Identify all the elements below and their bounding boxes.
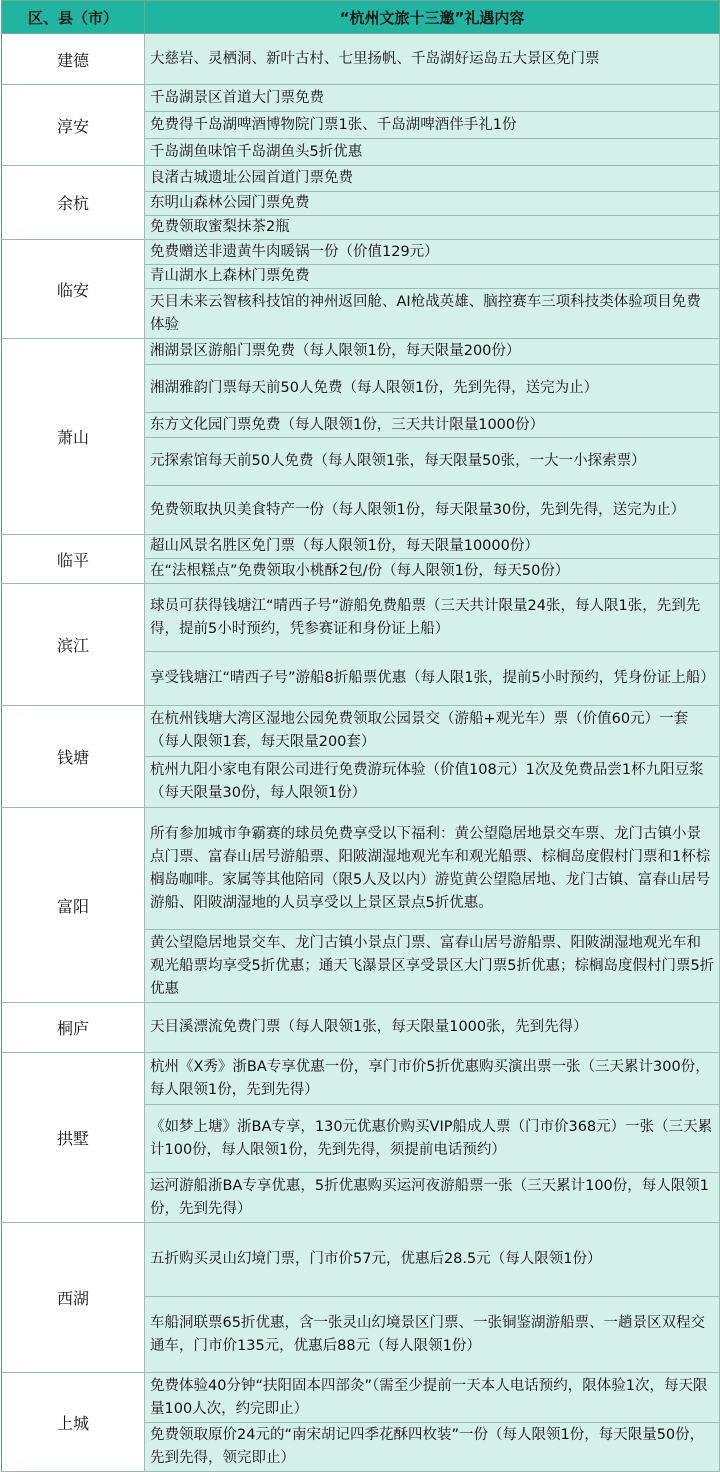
table-row	[2, 1053, 720, 1105]
district-cell: 拱墅	[2, 1053, 145, 1223]
district-cell: 西湖	[2, 1223, 145, 1373]
offer-cell: 免费体验40分钟“扶阳固本四部灸”（需至少提前一天本人电话预约，限体验1次，每天限量100人次，约完即止）	[145, 1373, 720, 1423]
table-row	[2, 584, 720, 652]
district-cell: 临平	[2, 535, 145, 584]
offer-cell: 五折购买灵山幻境门票，门市价57元，优惠后28.5元（每人限领1份）	[145, 1223, 720, 1297]
header-row	[2, 1, 720, 34]
offer-cell: 《如梦上塘》浙BA专享，130元优惠价购买VIP船成人票（门市价368元）一张（三天累计100份，每人限领1份，先到先得，须提前电话预约）	[145, 1105, 720, 1173]
offer-cell: 在杭州钱塘大湾区湿地公园免费领取公园景交（游船+观光车）票（价值60元）一套（每人限领1套，每天限量200套）	[145, 706, 720, 757]
offer-cell: 免费赠送非遗黄牛肉暖锅一份（价值129元）	[145, 240, 720, 265]
offer-cell: 天目溪漂流免费门票（每人限领1张，每天限量1000张，先到先得）	[145, 1003, 720, 1053]
offer-cell: 东方文化园门票免费（每人限领1份，三天共计限量1000份）	[145, 413, 720, 438]
table-row	[2, 339, 720, 365]
offer-cell: 千岛湖景区首道大门票免费	[145, 85, 720, 112]
district-cell: 富阳	[2, 808, 145, 1003]
offer-cell: 杭州九阳小家电有限公司进行免费游玩体验（价值108元）1次及免费品尝1杯九阳豆浆（每天限量30份，每人限领1份）	[145, 757, 720, 808]
district-cell: 临安	[2, 240, 145, 339]
offer-cell: 超山风景名胜区免门票（每人限领1份，每天限量10000份）	[145, 535, 720, 559]
offer-cell: 元探索馆每天前50人免费（每人限领1张，每天限量50张，一大一小探索票）	[145, 438, 720, 486]
offer-cell: 免费得千岛湖啤酒博物院门票1张、千岛湖啤酒伴手礼1份	[145, 112, 720, 139]
table-row	[2, 535, 720, 559]
district-cell: 余杭	[2, 166, 145, 240]
district-cell: 淳安	[2, 85, 145, 166]
district-cell: 建德	[2, 34, 145, 85]
district-cell: 桐庐	[2, 1003, 145, 1053]
district-cell: 萧山	[2, 339, 145, 535]
header-district: 区、县（市）	[2, 1, 145, 34]
offer-cell: 黄公望隐居地景交车、龙门古镇小景点门票、富春山居号游船票、阳陂湖湿地观光车和观光船票均享受5折优惠；通天飞瀑景区享受景区大门票5折优惠；棕榈岛度假村门票5折优惠	[145, 930, 720, 1003]
table-row	[2, 166, 720, 192]
offer-cell: 免费领取蜜梨抹茶2瓶	[145, 216, 720, 240]
district-cell: 钱塘	[2, 706, 145, 808]
offer-cell: 运河游船浙BA专享优惠，5折优惠购买运河夜游船票一张（三天累计100份，每人限领1份，先到先得）	[145, 1173, 720, 1223]
table-row	[2, 1003, 720, 1053]
table-row	[2, 240, 720, 265]
header-offer: “杭州文旅十三邀”礼遇内容	[145, 1, 720, 34]
district-cell: 滨江	[2, 584, 145, 706]
offer-cell: 东明山森林公园门票免费	[145, 192, 720, 216]
offer-cell: 良渚古城遗址公园首道门票免费	[145, 166, 720, 192]
offer-cell: 湘湖景区游船门票免费（每人限领1份，每天限量200份）	[145, 339, 720, 365]
table-row	[2, 706, 720, 757]
offer-cell: 车船洞联票65折优惠，含一张灵山幻境景区门票、一张铜鉴湖游船票、一趟景区双程交通车，门市价135元，优惠后88元（每人限领1份）	[145, 1297, 720, 1373]
offer-cell: 享受钱塘江“晴西子号”游船8折船票优惠（每人限1张，提前5小时预约，凭身份证上船）	[145, 652, 720, 706]
table-row	[2, 85, 720, 112]
offer-cell: 在“法根糕点”免费领取小桃酥2包/份（每人限领1份，每天50份）	[145, 559, 720, 584]
offer-cell: 千岛湖鱼味馆千岛湖鱼头5折优惠	[145, 139, 720, 166]
offers-table	[1, 0, 720, 1472]
offer-cell: 球员可获得钱塘江“晴西子号”游船免费船票（三天共计限量24张，每人限1张，先到先得，提前5小时预约，凭参赛证和身份证上船）	[145, 584, 720, 652]
offer-cell: 杭州《X秀》浙BA专享优惠一份，享门市价5折优惠购买演出票一张（三天累计300份，每人限领1份，先到先得）	[145, 1053, 720, 1105]
offer-cell: 免费领取执贝美食特产一份（每人限领1份，每天限量30份，先到先得，送完为止）	[145, 486, 720, 535]
offer-cell: 湘湖雅韵门票每天前50人免费（每人限领1份，先到先得，送完为止）	[145, 365, 720, 413]
offer-cell: 天目未来云智核科技馆的神州返回舱、AI枪战英雄、脑控赛车三项科技类体验项目免费体验	[145, 289, 720, 339]
offer-cell: 大慈岩、灵栖洞、新叶古村、七里扬帆、千岛湖好运岛五大景区免门票	[145, 34, 720, 85]
table-row	[2, 1223, 720, 1297]
offer-cell: 青山湖水上森林门票免费	[145, 265, 720, 289]
district-cell: 上城	[2, 1373, 145, 1472]
table-row	[2, 808, 720, 930]
offer-cell: 免费领取原价24元的“南宋胡记四季花酥四枚装”一份（每人限领1份，每天限量50份，先到先得，领完即止）	[145, 1423, 720, 1472]
table-row	[2, 1373, 720, 1423]
table-row	[2, 34, 720, 85]
offer-cell: 所有参加城市争霸赛的球员免费享受以下福利：黄公望隐居地景交车票、龙门古镇小景点门票、富春山居号游船票、阳陂湖湿地观光车和观光船票、棕榈岛度假村门票和1杯棕榈岛咖啡。家属等其他陪同（限5人及以内）游览黄公望隐居地、龙门古镇、富春山居号游船、阳陂湖湿地的人员享受以上景区景点5折优惠。	[145, 808, 720, 930]
